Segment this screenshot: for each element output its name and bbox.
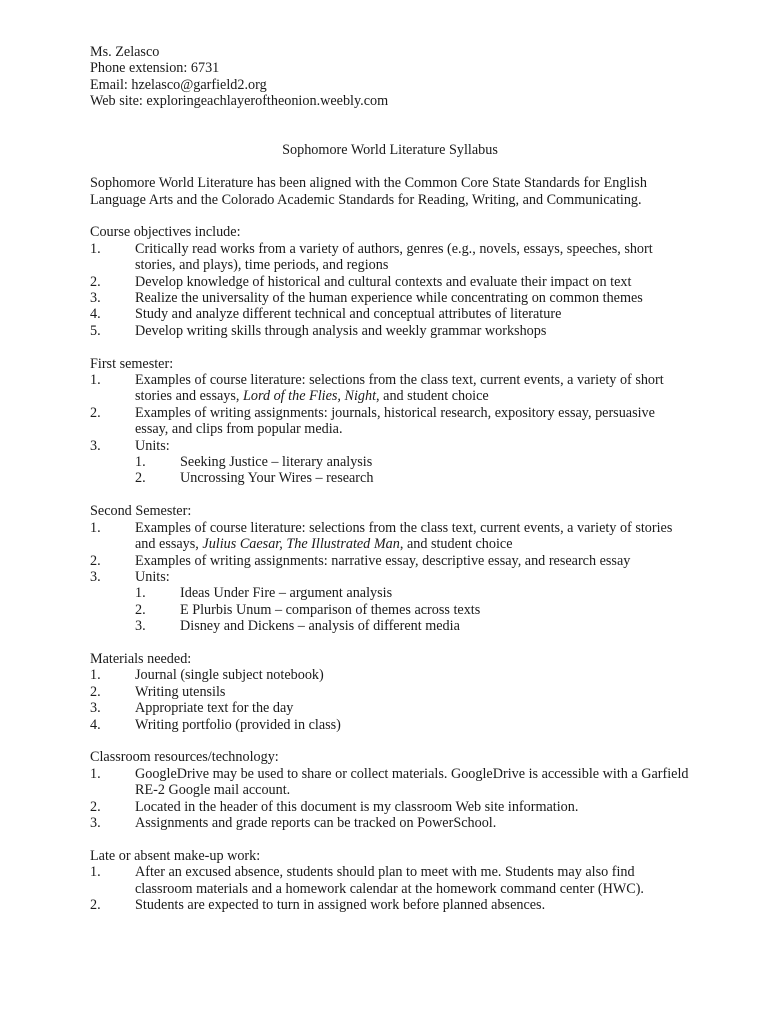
item-text [135,388,690,404]
resources-section [90,749,690,831]
unit-text: Seeking Justice – literary analysis [180,454,373,471]
section-heading: Second Semester: [90,503,192,520]
email-address: Email: hzelasco@garfield2.org [90,76,267,93]
item-text-part: , and student choice [376,388,489,405]
item-number: 1. [90,240,101,257]
item-number: 3. [90,814,101,831]
book-titles: Lord of the Flies, Night [242,388,377,405]
item-text: Critically read works from a variety of authors, genres (e.g., novels, essays, speeches, short [135,240,653,257]
unit-number: 2. [135,601,146,618]
book-titles: Julius Caesar, The Illustrated Man [202,536,400,553]
document-title: Sophomore World Literature Syllabus [282,142,498,159]
section-heading: Late or absent make-up work: [90,847,261,864]
website-address: Web site: exploringeachlayeroftheonion.weebly.com [90,93,389,110]
item-number: 1. [90,372,101,389]
teacher-header [90,44,690,110]
item-text: Appropriate text for the day [135,700,294,717]
item-text: Units: [135,437,170,454]
item-text: Students are expected to turn in assigned work before planned absences. [135,896,546,913]
item-text: Units: [135,568,170,585]
item-number: 4. [90,716,101,733]
list-item [90,290,690,306]
item-text: After an excused absence, students should plan to meet with me. Students may also find [135,864,635,881]
item-number: 3. [90,700,101,717]
list-item [90,438,690,454]
list-item [90,241,690,274]
item-number: 1. [90,519,101,536]
second-semester-section [90,503,690,634]
item-number: 2. [90,552,101,569]
list-item [90,897,690,913]
item-text: Examples of course literature: selections from the class text, current events, a variety of stories [135,519,673,536]
list-item [90,684,690,700]
item-text: Journal (single subject notebook) [135,667,324,684]
unit-text: Disney and Dickens – analysis of different media [180,618,460,635]
teacher-name: Ms. Zelasco [90,44,160,60]
list-item [90,700,690,716]
item-number: 4. [90,306,101,323]
item-text-part: stories and essays, [135,388,243,405]
phone-extension: Phone extension: 6731 [90,60,220,77]
unit-item [135,602,690,618]
item-text [135,536,690,552]
objectives-section [90,224,690,339]
list-item [90,717,690,733]
materials-section [90,651,690,733]
item-text: Writing portfolio (provided in class) [135,716,341,733]
list-item [90,405,690,438]
list-item [90,306,690,322]
list-item [90,799,690,815]
list-item [90,372,690,405]
item-number: 5. [90,322,101,339]
item-text: essay, and clips from popular media. [135,421,343,438]
list-item [90,553,690,569]
item-text: RE-2 Google mail account. [135,782,291,799]
item-text: Writing utensils [135,683,226,700]
unit-number: 1. [135,454,146,471]
item-number: 3. [90,290,101,307]
unit-item [135,618,690,634]
item-text: Examples of course literature: selections from the class text, current events, a variety of short [135,372,664,389]
item-text: Develop writing skills through analysis and weekly grammar workshops [135,322,547,339]
intro-line: Language Arts and the Colorado Academic Standards for Reading, Writing, and Communicating. [90,191,642,208]
unit-number: 3. [135,618,146,635]
list-item [90,274,690,290]
list-item [90,323,690,339]
item-number: 2. [90,798,101,815]
list-item [90,766,690,799]
item-number: 1. [90,864,101,881]
unit-text: Ideas Under Fire – argument analysis [180,585,393,602]
unit-text: E Plurbis Unum – comparison of themes across texts [180,601,481,618]
first-semester-section [90,356,690,487]
item-text: Examples of writing assignments: narrative essay, descriptive essay, and research essay [135,552,631,569]
makeup-section [90,848,690,914]
document-page [90,44,690,913]
item-number: 2. [90,404,101,421]
item-number: 2. [90,273,101,290]
item-text: Located in the header of this document is my classroom Web site information. [135,798,579,815]
item-number: 1. [90,667,101,684]
item-text: Assignments and grade reports can be tracked on PowerSchool. [135,814,497,831]
item-text: Realize the universality of the human experience while concentrating on common themes [135,290,643,307]
item-text: stories, and plays), time periods, and regions [135,257,389,274]
unit-item [135,470,690,486]
section-heading: First semester: [90,355,174,372]
intro-line: Sophomore World Literature has been aligned with the Common Core State Standards for English [90,175,647,192]
item-text-part: and essays, [135,536,203,553]
section-heading: Materials needed: [90,650,192,667]
unit-number: 1. [135,585,146,602]
item-number: 3. [90,568,101,585]
section-heading: Course objectives include: [90,224,241,241]
item-text: classroom materials and a homework calendar at the homework command center (HWC). [135,880,644,897]
item-text: Study and analyze different technical and conceptual attributes of literature [135,306,562,323]
item-number: 1. [90,765,101,782]
section-heading: Classroom resources/technology: [90,749,279,766]
unit-item [135,454,690,470]
intro-paragraph [90,175,690,208]
item-text: Develop knowledge of historical and cultural contexts and evaluate their impact on text [135,273,632,290]
item-text-part: , and student choice [399,536,513,553]
item-number: 3. [90,437,101,454]
item-text: Examples of writing assignments: journals, historical research, expository essay, persuasive [135,404,655,421]
list-item [90,520,690,553]
unit-number: 2. [135,470,146,487]
item-number: 2. [90,683,101,700]
item-text: GoogleDrive may be used to share or collect materials. GoogleDrive is accessible with a Garfield [135,765,689,782]
unit-text: Uncrossing Your Wires – research [180,470,374,487]
item-number: 2. [90,896,101,913]
list-item [90,864,690,897]
list-item [90,569,690,585]
list-item [90,667,690,683]
unit-item [135,585,690,601]
list-item [90,815,690,831]
